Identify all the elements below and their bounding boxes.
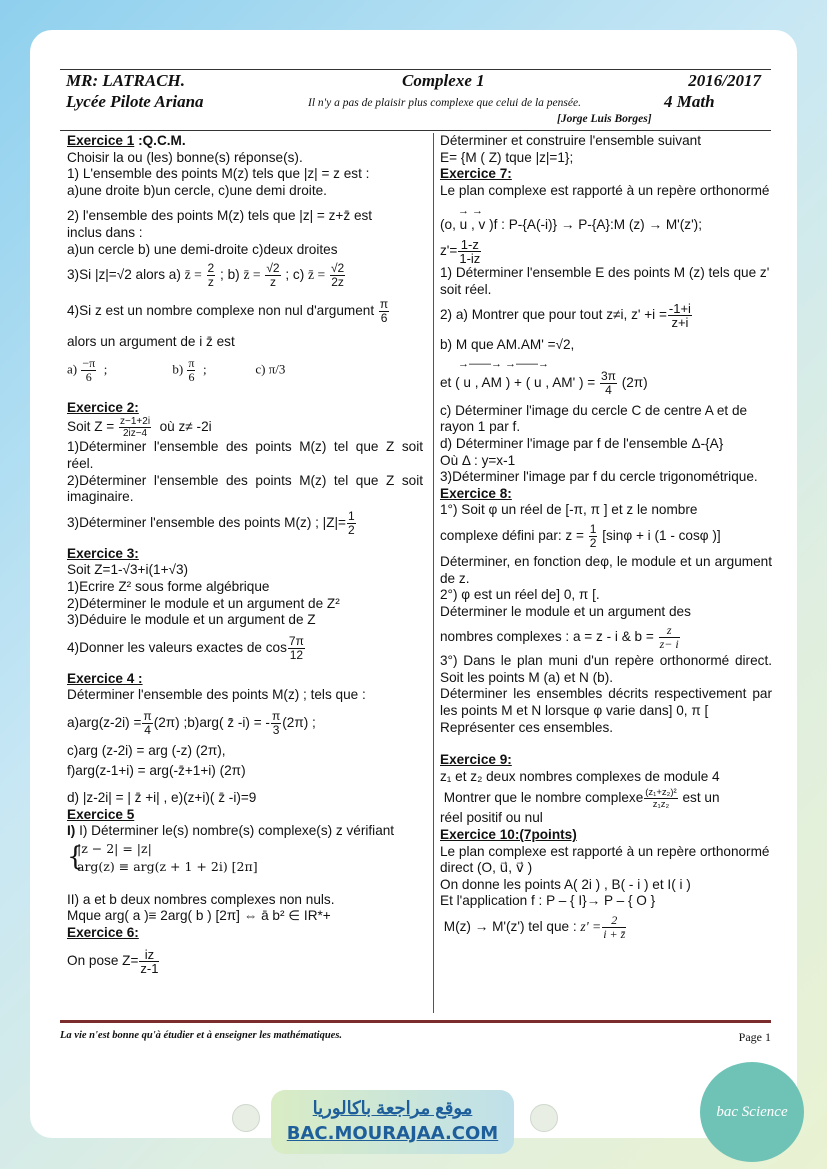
- exercise-3-title: Exercice 3:: [67, 545, 139, 561]
- school: Lycée Pilote Ariana: [66, 92, 204, 111]
- ex7-question-2c: c) Déterminer l'image du cercle C de centre A et de rayon 1 par f.: [440, 402, 748, 435]
- bac-science-logo: bac Science: [700, 1062, 804, 1162]
- exercise-8-title: Exercice 8:: [440, 485, 512, 501]
- ex2-question-2: 2)Déterminer l'ensemble des points M(z) tel que Z soit imaginaire.: [67, 472, 423, 505]
- ex3-question-4: 4)Donner les valeurs exactes de cos $\frac{7\pi}{12}$: [67, 633, 304, 662]
- ex5-system: { |z − 2| = |z| arg(z) ≡ arg(z + 1 + 2i) [2π]: [67, 840, 258, 874]
- ex8-question-2b: nombres complexes : a = z - i & b = $\frac{z}{z- i}$: [440, 623, 679, 652]
- ex8-part-2: 2°) φ est un réel de] 0, π [.: [440, 587, 600, 603]
- fraction: $\frac{√2}{2z}$: [330, 261, 345, 290]
- ex10-intro: Le plan complexe est rapporté à un repère orthonormé direct (O, u⃗, v⃗ ): [440, 843, 770, 876]
- ex7-question-2b: b) M que AM.AM' =√2,: [440, 337, 575, 353]
- ex4-item-f: f)arg(z-1+i) = arg(-z̄+1+i) (2π): [67, 763, 246, 779]
- ex1-question-2: 2) l'ensemble des points M(z) tels que |z| = z+z̄ est: [67, 208, 373, 224]
- vector-arrows: →——→ →——→: [458, 357, 550, 370]
- quote: Il n'y a pas de plaisir plus complexe que celui de la pensée.: [308, 97, 581, 109]
- ex8-question-1: Déterminer, en fonction deφ, le module et un argument de z.: [440, 553, 772, 586]
- left-column: [67, 133, 423, 975]
- ex10-map: Et l'application f : P – { I}→ P – { O }: [440, 893, 656, 909]
- ex4-item-c: c)arg (z-2i) = arg (-z) (2π),: [67, 742, 226, 758]
- fraction: $\frac{√2}{z}$: [266, 261, 280, 290]
- site-logo-icon: [530, 1104, 558, 1132]
- ex10-formula: M(z) → M'(z') tel que : z' = $\frac{2}{i + z̄}$: [443, 913, 626, 941]
- ex1-question-3: 3)Si |z|=√2 alors a) z̄ = $\frac{2}{z}$ ; b) z̄ = $\frac{√2}{z}$ ; c) z̄ = $\frac{√2}{2z}$: [67, 261, 345, 290]
- ex1-question-4b: alors un argument de i z̄ est: [67, 334, 235, 350]
- ex8-question-3b: Représenter ces ensembles.: [440, 719, 614, 735]
- footer-motto: La vie n'est bonne qu'à étudier et à enseigner les mathématiques.: [60, 1030, 343, 1041]
- exercise-1-subtitle: :Q.C.M.: [138, 133, 186, 148]
- exercise-2-title: Exercice 2:: [67, 399, 139, 415]
- page-number: Page 1: [738, 1030, 771, 1044]
- vector-arrows: → →: [458, 205, 484, 218]
- ex1-question-4: 4)Si z est un nombre complexe non nul d'argument $\frac{\pi}{6}$: [67, 297, 389, 326]
- ex7-question-3: 3)Déterminer l'image par f du cercle trigonométrique.: [440, 469, 758, 485]
- ex3-definition: Soit Z=1-√3+i(1+√3): [67, 562, 189, 578]
- exercise-6-title: Exercice 6:: [67, 925, 139, 941]
- site-url[interactable]: BAC.MOURAJAA.COM: [286, 1123, 499, 1144]
- ex8-definition: complexe défini par: z = $\frac{1}{2}$ [sinφ + i (1 - cosφ )]: [440, 521, 721, 550]
- ex7-question-2d-line: Où Δ : y=x-1: [440, 452, 516, 468]
- ex5-question-1: I) I) Déterminer le(s) nombre(s) complexe(s) z vérifiant: [67, 823, 395, 839]
- document-header: [60, 69, 771, 131]
- ex8-part-3: 3°) Dans le plan muni d'un repère orthonormé direct. Soit les points M (a) et N (b).: [440, 653, 772, 685]
- ex1-instruction: Choisir la ou (les) bonne(s) réponse(s).: [67, 149, 303, 165]
- exercise-9-title: Exercice 9:: [440, 752, 512, 768]
- exercise-columns: [66, 133, 772, 1013]
- ex1-answers-4: a) $\frac{-\pi}{6}$ ; b) $\frac{\pi}{6}$ ; c) π/3: [67, 355, 286, 384]
- ex9-question-b: réel positif ou nul: [440, 810, 543, 826]
- ex4-instruction: Déterminer l'ensemble des points M(z) ; tels que :: [67, 687, 366, 703]
- ex4-item-d-e: d) |z-2i| = | z̄ +i| , e)(z+i)( z̄ -i)=9: [67, 790, 257, 806]
- ex1-question-1: 1) L'ensemble des points M(z) tels que |z| = z est :: [67, 166, 370, 182]
- ex1-answers-2: a)un cercle b) une demi-droite c)deux droites: [67, 241, 338, 257]
- ex7-question-1: 1) Déterminer l'ensemble E des points M (z) tels que z' soit réel.: [440, 264, 770, 297]
- fraction: $\frac{2}{z}$: [207, 261, 215, 290]
- exercise-5-title: Exercice 5: [67, 806, 135, 822]
- ex3-question-3: 3)Déduire le module et un argument de Z: [67, 612, 316, 628]
- site-banner[interactable]: [271, 1090, 514, 1154]
- ex7-question-2b-angle: et ( u , AM ) + ( u , AM' ) = $\frac{3\pi}{4}$ (2π): [440, 368, 648, 397]
- ex8-question-3: Déterminer les ensembles décrits respectivement par les points M et N lorsque φ varie dans] 0, π [: [440, 686, 772, 719]
- author: MR: LATRACH.: [66, 71, 186, 90]
- ex7-question-2a: 2) a) Montrer que pour tout z≠i, z' +i = $\frac{-1+i}{z+i}$: [440, 301, 691, 331]
- right-column: [440, 133, 772, 941]
- ex10-points: On donne les points A( 2i ) , B( - i ) et I( i ): [440, 876, 691, 892]
- ex8-question-2: Déterminer le module et un argument des: [440, 603, 691, 619]
- ex4-item-a-b: a)arg(z-2i) = $\frac{\pi}{4}$ (2π) ;b)arg( z̄ -i) = - $\frac{\pi}{3}$ (2π) ;: [67, 708, 316, 737]
- exercise-7-title: Exercice 7:: [440, 166, 512, 182]
- ex7-formula: z'= $\frac{1-z}{1-iz}$: [440, 236, 481, 266]
- ex3-question-2: 2)Déterminer le module et un argument de Z²: [67, 595, 340, 611]
- exercise-4-title: Exercice 4 :: [67, 670, 143, 686]
- exercise-1-title: Exercice 1: [67, 133, 135, 148]
- ex7-question-2d: d) Déterminer l'image par f de l'ensemble Δ-{A}: [440, 435, 724, 451]
- ex7-map: (o, u , v )f : P-{A(-i)} → P-{A}:M (z) → M'(z');: [440, 217, 702, 233]
- ex5-statement: Mque arg( a )≡ 2arg( b ) [2π] ⇔ ā b² ∈ IR*+: [67, 908, 331, 924]
- ex6-question: Déterminer et construire l'ensemble suivant: [440, 133, 701, 148]
- ex5-question-2: II) a et b deux nombres complexes non nuls.: [67, 891, 335, 907]
- quote-author: [Jorge Luis Borges]: [557, 113, 652, 125]
- document-title: Complexe 1: [402, 71, 485, 90]
- ex9-question: Montrer que le nombre complexe $\frac{\text{(z₁+z₂)²}}{\text{z₁z₂}}$ est un: [443, 787, 720, 811]
- ex6-definition: On pose Z= $\frac{iz}{z-1}$: [67, 946, 159, 976]
- class-level: 4 Math: [664, 92, 715, 111]
- ex1-question-2b: inclus dans :: [67, 224, 143, 240]
- ex2-question-1: 1)Déterminer l'ensemble des points M(z) tel que Z soit réel.: [67, 439, 423, 471]
- ex9-intro: z₁ et z₂ deux nombres complexes de module 4: [440, 768, 720, 784]
- ex6-set: E= {M ( Z) tque |z|=1};: [440, 149, 574, 165]
- exercise-10-title: Exercice 10:(7points): [440, 827, 577, 843]
- school-year: 2016/2017: [688, 71, 761, 90]
- ex8-part-1: 1°) Soit φ un réel de [-π, π ] et z le nombre: [440, 502, 698, 518]
- ex7-intro: Le plan complexe est rapporté à un repère orthonormé: [440, 182, 770, 198]
- ex1-answers-1: a)une droite b)un cercle, c)une demi droite.: [67, 182, 327, 198]
- ex2-definition: Soit Z = $\frac{z-1+2i}{2iz-4}$ où z≠ -2i: [67, 416, 212, 440]
- ex2-question-3: 3)Déterminer l'ensemble des points M(z) ; |Z|= $\frac{1}{2}$: [67, 508, 355, 537]
- site-name-arabic[interactable]: موقع مراجعة باكالوريا: [312, 1098, 473, 1118]
- fraction: $\frac{\pi}{6}$: [379, 297, 389, 326]
- site-logo-icon: [232, 1104, 260, 1132]
- ex3-question-1: 1)Ecrire Z² sous forme algébrique: [67, 578, 270, 594]
- page-footer: [60, 1020, 771, 1044]
